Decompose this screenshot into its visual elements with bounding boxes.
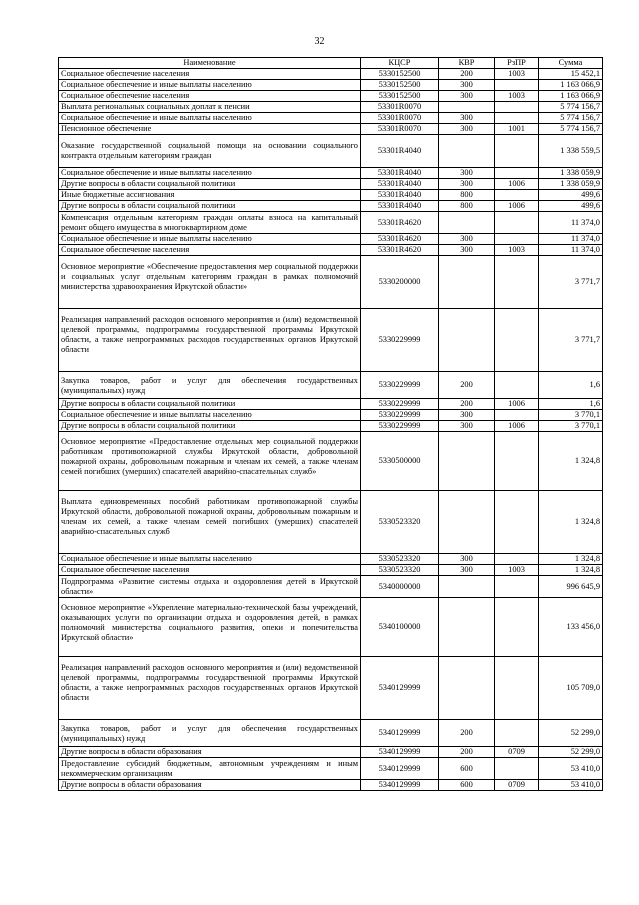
- row-name: Закупка товаров, работ и услуг для обеспечения государственных (муниципальных) нужд: [59, 372, 361, 399]
- row-sum: 1 324,8: [539, 432, 603, 491]
- header-kvr: КВР: [439, 58, 495, 69]
- row-name: Социальное обеспечение населения: [59, 245, 361, 256]
- row-kvr: 200: [439, 372, 495, 399]
- row-name: Основное мероприятие «Обеспечение предоставления мер социальной поддержки и социальных услуг отдельным категориям граждан в рамках полномочий министерства здравоохранения Иркутской области»: [59, 256, 361, 309]
- row-code: 5330523320: [361, 554, 439, 565]
- table-row: [59, 212, 603, 234]
- row-kvr: [439, 135, 495, 168]
- table-row: [59, 410, 603, 421]
- row-rzpr: [495, 576, 539, 598]
- table-row: [59, 234, 603, 245]
- row-sum: 3 771,7: [539, 256, 603, 309]
- row-code: 5330523320: [361, 565, 439, 576]
- row-name: Социальное обеспечение и иные выплаты населению: [59, 80, 361, 91]
- header-name: Наименование: [59, 58, 361, 69]
- table-row: [59, 124, 603, 135]
- row-kvr: 300: [439, 234, 495, 245]
- row-code: 5340100000: [361, 598, 439, 657]
- header-sum: Сумма: [539, 58, 603, 69]
- row-code: 53301R4040: [361, 135, 439, 168]
- table-row: [59, 91, 603, 102]
- row-rzpr: 1006: [495, 201, 539, 212]
- row-name: Реализация направлений расходов основного мероприятия и (или) ведомственной целевой программы, подпрограммы государственной программы Иркутской области, а также непрограммных расходов государственных органов Иркутской области: [59, 657, 361, 720]
- row-code: 5330152500: [361, 80, 439, 91]
- table-row: [59, 190, 603, 201]
- row-name: Реализация направлений расходов основного мероприятия и (или) ведомственной целевой программы, подпрограммы государственной программы Иркутской области, а также непрограммных расходов государственных органов Иркутской области: [59, 309, 361, 372]
- row-sum: 3 770,1: [539, 421, 603, 432]
- row-code: 5340129999: [361, 720, 439, 747]
- budget-table: [58, 57, 603, 791]
- row-sum: 1 338 559,5: [539, 135, 603, 168]
- row-rzpr: [495, 80, 539, 91]
- row-name: Социальное обеспечение и иные выплаты населению: [59, 410, 361, 421]
- row-kvr: [439, 256, 495, 309]
- row-kvr: 200: [439, 69, 495, 80]
- row-rzpr: [495, 432, 539, 491]
- table-row: [59, 747, 603, 758]
- row-code: 53301R4620: [361, 245, 439, 256]
- row-sum: 52 299,0: [539, 720, 603, 747]
- row-sum: 499,6: [539, 190, 603, 201]
- row-rzpr: [495, 372, 539, 399]
- row-code: 5330229999: [361, 372, 439, 399]
- row-rzpr: 1003: [495, 245, 539, 256]
- table-row: [59, 168, 603, 179]
- row-rzpr: [495, 256, 539, 309]
- row-rzpr: 0709: [495, 780, 539, 791]
- row-kvr: 300: [439, 245, 495, 256]
- table-row: [59, 491, 603, 554]
- row-sum: 105 709,0: [539, 657, 603, 720]
- row-sum: 1 163 066,9: [539, 91, 603, 102]
- table-row: [59, 69, 603, 80]
- row-name: Другие вопросы в области социальной политики: [59, 179, 361, 190]
- row-kvr: 300: [439, 179, 495, 190]
- row-sum: 1 163 066,9: [539, 80, 603, 91]
- row-sum: 1 338 059,9: [539, 179, 603, 190]
- row-name: Основное мероприятие «Укрепление материально-технической базы учреждений, оказывающих услуги по организации отдыха и оздоровления детей, в рамках полномочий министерства социального развития, опеки и попечительства Иркутской области»: [59, 598, 361, 657]
- row-kvr: 300: [439, 554, 495, 565]
- row-sum: 11 374,0: [539, 245, 603, 256]
- row-code: 5330152500: [361, 69, 439, 80]
- row-code: 5330229999: [361, 410, 439, 421]
- row-sum: 133 456,0: [539, 598, 603, 657]
- row-code: 5330229999: [361, 399, 439, 410]
- row-name: Другие вопросы в области социальной политики: [59, 201, 361, 212]
- row-code: 5340129999: [361, 780, 439, 791]
- row-kvr: [439, 309, 495, 372]
- row-rzpr: [495, 657, 539, 720]
- row-sum: 53 410,0: [539, 758, 603, 780]
- table-row: [59, 113, 603, 124]
- row-name: Подпрограмма «Развитие системы отдыха и оздоровления детей в Иркутской области»: [59, 576, 361, 598]
- table-row: [59, 657, 603, 720]
- table-row: [59, 102, 603, 113]
- table-row: [59, 720, 603, 747]
- row-name: Другие вопросы в области образования: [59, 747, 361, 758]
- row-rzpr: [495, 720, 539, 747]
- row-name: Социальное обеспечение населения: [59, 69, 361, 80]
- row-kvr: 300: [439, 80, 495, 91]
- row-kvr: 200: [439, 399, 495, 410]
- row-name: Выплата региональных социальных доплат к пенсии: [59, 102, 361, 113]
- row-kvr: 300: [439, 113, 495, 124]
- row-rzpr: 1006: [495, 421, 539, 432]
- row-rzpr: [495, 102, 539, 113]
- row-code: 53301R4040: [361, 190, 439, 201]
- row-sum: 1,6: [539, 399, 603, 410]
- row-sum: 499,6: [539, 201, 603, 212]
- row-rzpr: [495, 554, 539, 565]
- row-code: 53301R0070: [361, 113, 439, 124]
- row-sum: 1 338 059,9: [539, 168, 603, 179]
- row-name: Закупка товаров, работ и услуг для обеспечения государственных (муниципальных) нужд: [59, 720, 361, 747]
- row-code: 5330523320: [361, 491, 439, 554]
- row-code: 5340129999: [361, 747, 439, 758]
- row-name: Другие вопросы в области социальной политики: [59, 399, 361, 410]
- row-kvr: 300: [439, 410, 495, 421]
- row-code: 5340129999: [361, 657, 439, 720]
- row-sum: 3 770,1: [539, 410, 603, 421]
- row-kvr: [439, 491, 495, 554]
- row-rzpr: [495, 135, 539, 168]
- table-row: [59, 201, 603, 212]
- header-rzpr: РзПР: [495, 58, 539, 69]
- table-row: [59, 554, 603, 565]
- table-row: [59, 432, 603, 491]
- table-row: [59, 80, 603, 91]
- row-kvr: 200: [439, 720, 495, 747]
- row-rzpr: 1006: [495, 399, 539, 410]
- table-row: [59, 780, 603, 791]
- table-row: [59, 399, 603, 410]
- row-rzpr: [495, 309, 539, 372]
- row-sum: 1,6: [539, 372, 603, 399]
- row-name: Другие вопросы в области социальной политики: [59, 421, 361, 432]
- row-sum: 52 299,0: [539, 747, 603, 758]
- row-name: Выплата единовременных пособий работникам противопожарной службы Иркутской области, добровольной пожарной охраны, добровольным пожарным и членам их семей, а также членам семей погибших (умерших) спасателей аварийно-спасательных служб: [59, 491, 361, 554]
- row-code: 5340129999: [361, 758, 439, 780]
- row-sum: 15 452,1: [539, 69, 603, 80]
- row-kvr: [439, 657, 495, 720]
- row-sum: 996 645,9: [539, 576, 603, 598]
- row-kvr: 600: [439, 758, 495, 780]
- row-rzpr: 1003: [495, 69, 539, 80]
- row-rzpr: 1001: [495, 124, 539, 135]
- row-name: Социальное обеспечение населения: [59, 91, 361, 102]
- table-row: [59, 179, 603, 190]
- row-name: Социальное обеспечение и иные выплаты населению: [59, 168, 361, 179]
- row-rzpr: 1003: [495, 91, 539, 102]
- table-row: [59, 309, 603, 372]
- row-rzpr: [495, 758, 539, 780]
- row-rzpr: [495, 491, 539, 554]
- row-rzpr: [495, 113, 539, 124]
- row-sum: 1 324,8: [539, 491, 603, 554]
- page-number: 32: [314, 36, 325, 47]
- row-code: 5330200000: [361, 256, 439, 309]
- row-kvr: 300: [439, 421, 495, 432]
- row-name: Пенсионное обеспечение: [59, 124, 361, 135]
- row-code: 53301R4040: [361, 201, 439, 212]
- row-sum: 3 771,7: [539, 309, 603, 372]
- row-kvr: 800: [439, 190, 495, 201]
- table-row: [59, 598, 603, 657]
- row-sum: 5 774 156,7: [539, 113, 603, 124]
- row-kvr: 300: [439, 565, 495, 576]
- row-kvr: 600: [439, 780, 495, 791]
- table-header-row: [59, 58, 603, 69]
- row-sum: 11 374,0: [539, 234, 603, 245]
- row-sum: 1 324,8: [539, 565, 603, 576]
- row-code: 53301R4620: [361, 234, 439, 245]
- row-rzpr: 1003: [495, 565, 539, 576]
- row-name: Компенсация отдельным категориям граждан оплаты взноса на капитальный ремонт общего имущества в многоквартирном доме: [59, 212, 361, 234]
- row-kvr: 800: [439, 201, 495, 212]
- row-code: 53301R0070: [361, 124, 439, 135]
- table-row: [59, 421, 603, 432]
- row-kvr: 200: [439, 747, 495, 758]
- row-kvr: 300: [439, 124, 495, 135]
- row-code: 53301R4040: [361, 168, 439, 179]
- row-sum: 11 374,0: [539, 212, 603, 234]
- table-row: [59, 372, 603, 399]
- table-row: [59, 256, 603, 309]
- row-code: 53301R4620: [361, 212, 439, 234]
- row-name: Социальное обеспечение и иные выплаты населению: [59, 113, 361, 124]
- row-rzpr: 1006: [495, 179, 539, 190]
- row-kvr: [439, 598, 495, 657]
- row-code: 5330152500: [361, 91, 439, 102]
- row-name: Социальное обеспечение и иные выплаты населению: [59, 554, 361, 565]
- row-rzpr: [495, 598, 539, 657]
- row-rzpr: 0709: [495, 747, 539, 758]
- table-row: [59, 758, 603, 780]
- row-sum: 5 774 156,7: [539, 124, 603, 135]
- row-kvr: 300: [439, 91, 495, 102]
- row-code: 5340000000: [361, 576, 439, 598]
- row-kvr: [439, 576, 495, 598]
- row-rzpr: [495, 410, 539, 421]
- row-name: Иные бюджетные ассигнования: [59, 190, 361, 201]
- row-code: 53301R4040: [361, 179, 439, 190]
- row-code: 5330229999: [361, 421, 439, 432]
- row-rzpr: [495, 234, 539, 245]
- row-name: Социальное обеспечение и иные выплаты населению: [59, 234, 361, 245]
- row-code: 5330500000: [361, 432, 439, 491]
- row-name: Другие вопросы в области образования: [59, 780, 361, 791]
- table-row: [59, 576, 603, 598]
- row-rzpr: [495, 168, 539, 179]
- row-kvr: [439, 102, 495, 113]
- row-name: Предоставление субсидий бюджетным, автономным учреждениям и иным некоммерческим организациям: [59, 758, 361, 780]
- row-kvr: [439, 212, 495, 234]
- row-sum: 53 410,0: [539, 780, 603, 791]
- row-rzpr: [495, 190, 539, 201]
- row-name: Основное мероприятие «Предоставление отдельных мер социальной поддержки работникам противопожарной службы Иркутской области, добровольной пожарной охраны, добровольным пожарным и членам их семей, а также членам семей погибших (умерших) спасателей аварийно-спасательных служб»: [59, 432, 361, 491]
- row-rzpr: [495, 212, 539, 234]
- table-row: [59, 245, 603, 256]
- row-kvr: [439, 432, 495, 491]
- row-sum: 1 324,8: [539, 554, 603, 565]
- row-kvr: 300: [439, 168, 495, 179]
- row-code: 53301R0070: [361, 102, 439, 113]
- row-name: Оказание государственной социальной помощи на основании социального контракта отдельным категориям граждан: [59, 135, 361, 168]
- row-code: 5330229999: [361, 309, 439, 372]
- row-name: Социальное обеспечение населения: [59, 565, 361, 576]
- table-row: [59, 565, 603, 576]
- table-row: [59, 135, 603, 168]
- row-sum: 5 774 156,7: [539, 102, 603, 113]
- header-code: КЦСР: [361, 58, 439, 69]
